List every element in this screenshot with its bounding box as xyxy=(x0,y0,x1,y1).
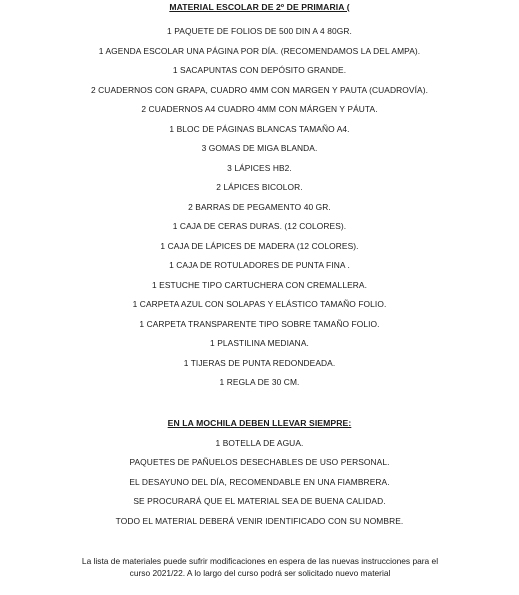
list-item: 2 CUADERNOS CON GRAPA, CUADRO 4MM CON MARGEN Y PAUTA (CUADROVÍA). xyxy=(90,84,429,95)
footer-line: curso 2021/22. A lo largo del curso podrá ser solicitado nuevo material xyxy=(129,567,391,578)
list-item: 1 TIJERAS DE PUNTA REDONDEADA. xyxy=(183,357,336,368)
list-item: 1 CAJA DE ROTULADORES DE PUNTA FINA . xyxy=(169,260,350,270)
list-item: TODO EL MATERIAL DEBERÁ VENIR IDENTIFICADO CON SU NOMBRE. xyxy=(115,515,404,526)
list-item: EL DESAYUNO DEL DÍA, RECOMENDABLE EN UNA FIAMBRERA. xyxy=(129,476,390,487)
list-item: 3 GOMAS DE MIGA BLANDA. xyxy=(201,143,318,153)
list-item: 2 LÁPICES BICOLOR. xyxy=(216,182,303,192)
list-item: 1 ESTUCHE TIPO CARTUCHERA CON CREMALLERA. xyxy=(151,279,368,290)
footer-note xyxy=(40,556,480,579)
list-item: 1 SACAPUNTAS CON DEPÓSITO GRANDE. xyxy=(172,65,347,75)
list-item: 1 AGENDA ESCOLAR UNA PÁGINA POR DÍA. (RECOMENDAMOS LA DEL AMPA). xyxy=(98,45,421,56)
list-item: 1 CARPETA TRANSPARENTE TIPO SOBRE TAMAÑO FOLIO. xyxy=(139,318,380,329)
list-item: 2 BARRAS DE PEGAMENTO 40 GR. xyxy=(188,201,331,212)
list-item: 1 BOTELLA DE AGUA. xyxy=(215,437,304,448)
list-item: 1 PLASTILINA MEDIANA. xyxy=(210,338,309,348)
list-item: PAQUETES DE PAÑUELOS DESECHABLES DE USO PERSONAL. xyxy=(129,457,390,467)
footer-line: La lista de materiales puede sufrir modificaciones en espera de las nuevas instrucciones para el xyxy=(81,556,439,566)
list-item: 1 BLOC DE PÁGINAS BLANCAS TAMAÑO A4. xyxy=(169,123,350,134)
list-item: 1 CARPETA AZUL CON SOLAPAS Y ELÁSTICO TAMAÑO FOLIO. xyxy=(132,299,387,309)
list-item: 1 CAJA DE LÁPICES DE MADERA (12 COLORES). xyxy=(160,240,359,251)
list-item: 1 CAJA DE CERAS DURAS. (12 COLORES). xyxy=(172,221,347,231)
list-item: 2 CUADERNOS A4 CUADRO 4MM CON MÁRGEN Y PÁUTA. xyxy=(141,104,378,114)
list-item: 3 LÁPICES HB2. xyxy=(227,162,292,173)
backpack-heading: EN LA MOCHILA DEBEN LLEVAR SIEMPRE: xyxy=(167,418,352,428)
list-item: 1 PAQUETE DE FOLIOS DE 500 DIN A 4 80GR. xyxy=(167,26,352,36)
list-item: 1 REGLA DE 30 CM. xyxy=(219,377,300,387)
document-title: MATERIAL ESCOLAR DE 2º DE PRIMARIA ( xyxy=(169,2,350,12)
list-item: SE PROCURARÁ QUE EL MATERIAL SEA DE BUENA CALIDAD. xyxy=(133,496,386,506)
